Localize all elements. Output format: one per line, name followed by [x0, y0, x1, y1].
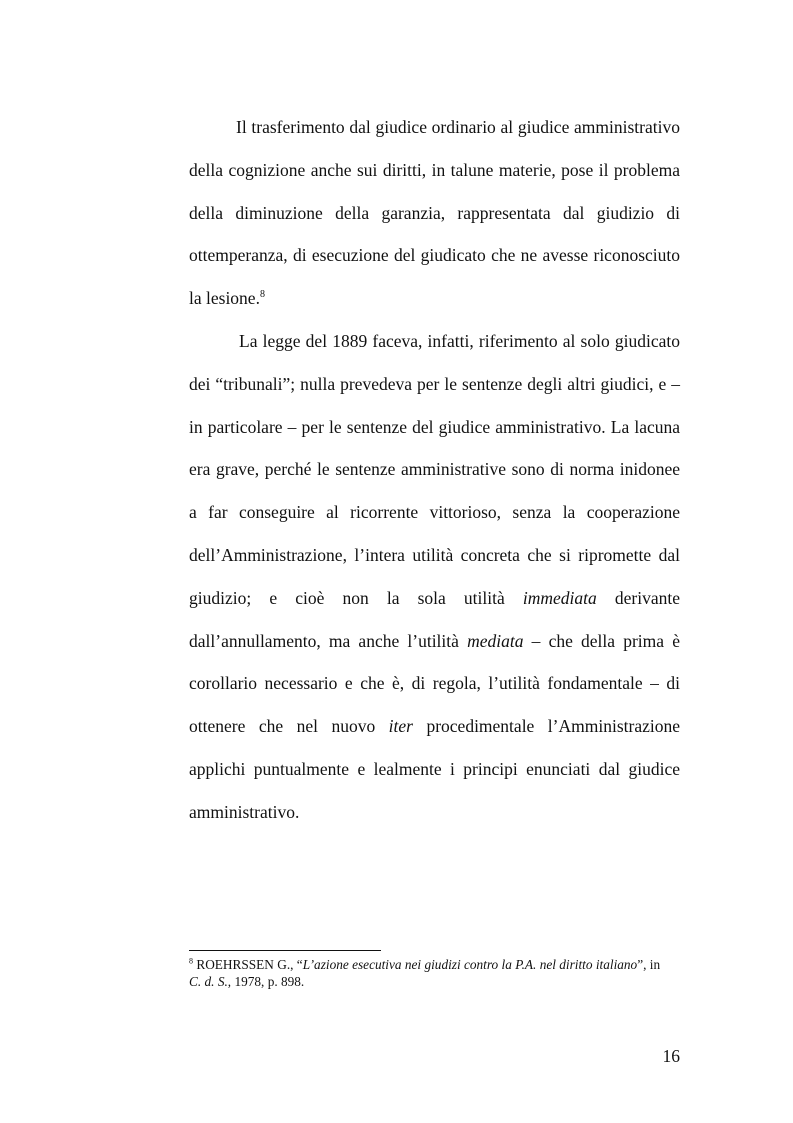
paragraph-2-text-4: procedimentale l’Amministrazione applichi puntualmente e lealmente i principi enunciati dal giudice amministrativo. — [189, 716, 680, 822]
body-text — [189, 106, 680, 834]
italic-immediata: immediata — [522, 587, 597, 608]
footnote-after-title: ”, in — [637, 957, 661, 972]
footnote-separator — [189, 950, 381, 951]
paragraph-2-text-3: – che della prima è corollario necessario e che è, di regola, l’utilità fondamentale – di ottenere che nel nuovo — [189, 630, 680, 737]
paragraph-2-text-1: La legge del 1889 faceva, infatti, riferimento al solo giudicato dei “tribunali”; nulla prevedeva per le sentenze degli altri giudici, e – in particolare – per le sentenze del giudice amministrativo. La lacuna era grave, perché le sentenze amministrative sono di norma inidonee a far conseguire al ricorrente vittorioso, senza la cooperazione dell’Amministrazione, l’intera utilità concreta che si ripromette dal giudizio; e cioè non la sola utilità — [189, 330, 680, 608]
page-number: 16 — [662, 1046, 680, 1066]
italic-mediata: mediata — [467, 630, 524, 651]
paragraph-1-text: Il trasferimento dal giudice ordinario al giudice amministrativo della cognizione anche sui diritti, in talune materie, pose il problema della diminuzione della garanzia, rappresentata dal giudizio di ottemperanza, di esecuzione del giudicato che ne avesse riconosciuto la lesione. — [189, 117, 680, 309]
paragraph-2-text-2: derivante dall’annullamento, ma anche l’utilità — [189, 587, 680, 651]
footnote-reference[interactable]: 8 — [259, 289, 265, 301]
footnote-author: ROEHRSSEN G., “ — [196, 957, 303, 972]
paragraph-2 — [189, 320, 680, 834]
footnote-journal: C. d. S. — [189, 974, 228, 989]
italic-iter: iter — [388, 716, 413, 737]
footnote-title: L’azione esecutiva nei giudizi contro la P.A. nel diritto italiano — [302, 957, 638, 972]
footnote — [189, 956, 680, 990]
footnote-details: , 1978, p. 898. — [227, 974, 305, 989]
paragraph-1 — [189, 106, 680, 320]
footnote-number: 8 — [189, 956, 193, 966]
